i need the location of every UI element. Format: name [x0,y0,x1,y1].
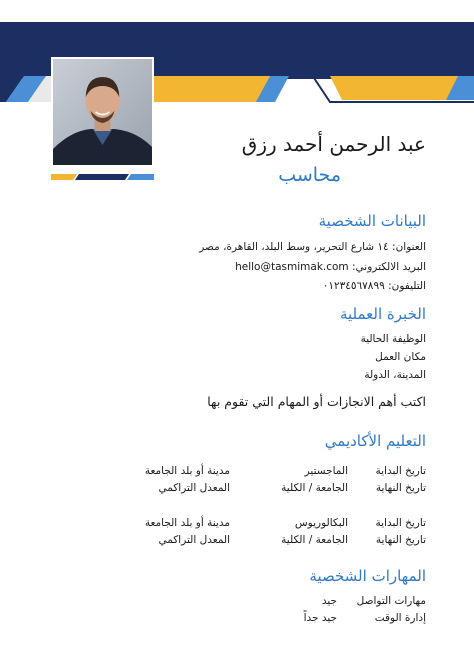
university-city: مدينة أو بلد الجامعة [144,465,230,477]
photo-underline-stripes [51,172,154,182]
gpa-label: المعدل التراكمي [158,534,230,546]
address-label: العنوان: [392,241,426,253]
gpa-label: المعدل التراكمي [158,482,230,494]
university-city: مدينة أو بلد الجامعة [144,517,230,529]
start-date-label: تاريخ البداية [375,517,426,529]
address-value: ١٤ شارع التحرير، وسط البلد، القاهرة، مصر [199,241,389,253]
start-date-label: تاريخ البداية [375,465,426,477]
section-title-personal: البيانات الشخصية [318,212,426,230]
email-value[interactable]: hello@tasmimak.com [235,261,349,273]
full-name: عبد الرحمن أحمد رزق [241,132,426,156]
skill-name: مهارات التواصل [356,595,426,607]
current-job: الوظيفة الحالية [360,333,426,345]
skill-name: إدارة الوقت [374,612,426,624]
end-date-label: تاريخ النهاية [375,482,426,494]
end-date-label: تاريخ النهاية [375,534,426,546]
job-title: محاسب [278,164,341,186]
university-college: الجامعة / الكلية [281,482,348,494]
skill-level: جيد [321,595,337,607]
degree: البكالوريوس [294,517,348,529]
achievements: اكتب أهم الانجازات أو المهام التي تقوم بها [207,394,426,409]
phone-line [323,280,426,292]
section-title-experience: الخبرة العملية [339,305,426,323]
university-college: الجامعة / الكلية [281,534,348,546]
phone-label: التليفون: [388,280,426,292]
profile-photo [51,57,154,167]
workplace: مكان العمل [375,351,426,363]
email-label: البريد الالكتروني: [352,261,426,273]
email-line [235,261,426,273]
skill-level: جيد جداً [303,612,337,624]
section-title-skills: المهارات الشخصية [309,567,426,585]
city-country: المدينة، الدولة [364,369,426,381]
person-portrait-icon [53,59,152,165]
address-line [199,241,426,253]
section-title-education: التعليم الأكاديمي [324,432,426,450]
phone-value: ٠١٢٣٤٥٦٧٨٩٩ [322,280,385,292]
degree: الماجستير [304,465,348,477]
